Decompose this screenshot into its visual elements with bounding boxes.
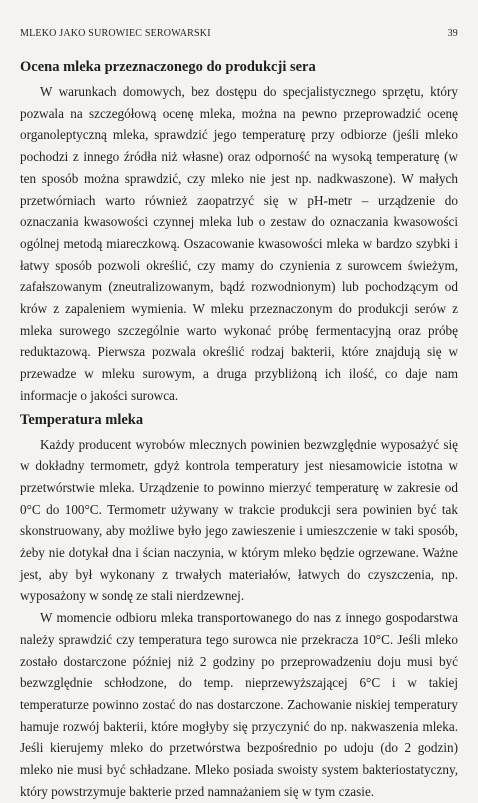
- paragraph: W warunkach domowych, bez dostępu do specjalistycznego sprzętu, który pozwala na szczegółową ocenę mleka, można na pewno przeprowadzić ocenę organoleptyczną mleka, sprawdzić jego temperaturę przy odbiorze (jeśli mleko pochodzi z innego źródła niż własne) oraz odporność na wysoką temperaturę (w ten sposób można sprawdzić, czy mleko nie jest np. nadkwaszone). W małych przetwórniach warto również zaopatrzyć się w pH-metr – urządzenie do oznaczania kwasowości czynnej mleka lub o zestaw do oznaczania kwasowości ogólnej metodą miareczkową. Oszacowanie kwasowości mleka w bardzo szybki i łatwy sposób pozwoli określić, czy mamy do czynienia z surowcem świeżym, zafałszowanym (zneutralizowanym, bądź rozwodnionym) lub pochodzącym od krów z zapaleniem wymienia. W mleku przeznaczonym do produkcji serów z mleka surowego szczególnie warto wykonać próbę fermentacyjną oraz próbę reduktazową. Pierwsza pozwala określić rodzaj bakterii, które znajdują się w przewadze w mleku surowym, a druga przybliżoną ich ilość, co daje nam informacje o jakości surowca.: [20, 84, 458, 403]
- paragraph: W momencie odbioru mleka transportowanego do nas z innego gospodarstwa należy sprawdzić czy temperatura tego surowca nie przekracza 10°C. Jeśli mleko zostało dostarczone później niż 2 godziny po przeprowadzeniu doju musi być bezwzględnie schłodzone, do temp. nieprzewyższającej 6°C i w takiej temperaturze powinno zostać do nas dostarczone. Zachowanie niskiej temperatury hamuje rozwój bakterii, które mogłyby się przyczynić do np. nakwaszenia mleka. Jeśli kierujemy mleko do przetwórstwa bezpośrednio po udoju (do 2 godzin) mleko nie musi być schładzane. Mleko posiada swoisty system bakteriostatyczny, który powstrzymuje bakterie przed namnażaniem się w tym czasie.: [20, 610, 458, 799]
- section-milk-assessment: [20, 58, 458, 407]
- page-number: 39: [447, 28, 458, 39]
- section-heading: Temperatura mleka: [20, 411, 144, 428]
- section-heading: Ocena mleka przeznaczonego do produkcji sera: [20, 59, 316, 75]
- section-milk-temperature: [20, 411, 458, 803]
- page-content: [20, 58, 458, 803]
- running-header-title: MLEKO JAKO SUROWIEC SEROWARSKI: [20, 28, 211, 39]
- running-header: [20, 28, 458, 42]
- paragraph: Każdy producent wyrobów mlecznych powinien bezwzględnie wyposażyć się w dokładny termometr, gdyż kontrola temperatury jest niesamowicie istotna w przetwórstwie mleka. Urządzenie to powinno mierzyć temperaturę w zakresie od 0°C do 100°C. Termometr używany w trakcie produkcji sera powinien być tak skonstruowany, aby możliwe było jego zawieszenie i umieszczenie w taki sposób, żeby nie dotykał dna i ścian naczynia, w którym mleko będzie ogrzewane. Ważne jest, aby był wykonany z trwałych materiałów, łatwych do czyszczenia, np. wyposażony w sondę ze stali nierdzewnej.: [20, 436, 458, 604]
